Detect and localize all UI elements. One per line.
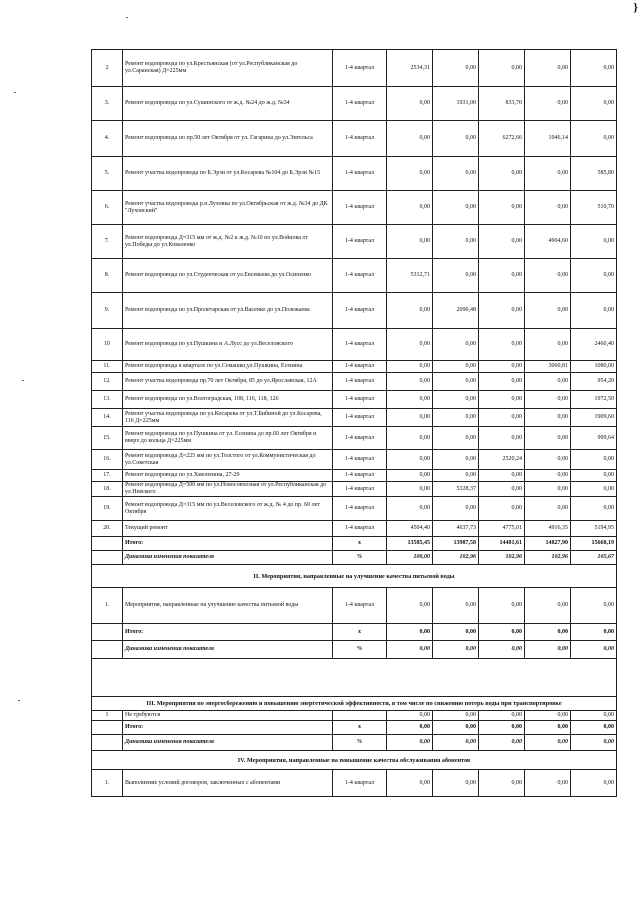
value-year-1: 0,00 bbox=[387, 641, 433, 659]
value-year-3: 2520,24 bbox=[479, 450, 525, 470]
value-year-1: 0,00 bbox=[387, 391, 433, 409]
row-number bbox=[92, 624, 123, 641]
row-number: 18. bbox=[92, 482, 123, 497]
measure-name: Ремонт водопровода Д=500 мм по ул.Новосовхозная от ул.Республиканская до ул.Невского bbox=[123, 482, 333, 497]
value-year-4: 0,00 bbox=[525, 191, 571, 225]
dynamics-row bbox=[92, 641, 617, 659]
value-year-5: 0,00 bbox=[571, 50, 617, 87]
page-corner-mark: } bbox=[633, 0, 638, 14]
value-year-5: 15668,19 bbox=[571, 537, 617, 551]
row-number: 1. bbox=[92, 588, 123, 624]
period-cell: 1-4 квартал bbox=[333, 373, 387, 391]
period-cell: 1-4 квартал bbox=[333, 497, 387, 521]
period-cell: % bbox=[333, 735, 387, 751]
table-row bbox=[92, 361, 617, 373]
value-year-2: 13987,58 bbox=[433, 537, 479, 551]
value-year-3: 14401,61 bbox=[479, 537, 525, 551]
measure-name: Выполнение условий договоров, заключенных с абонентами bbox=[123, 770, 333, 797]
measure-name: Ремонт участка водопровода по Б.Эрзи от ул.Косарева №104 до Б.Эрзи №15 bbox=[123, 157, 333, 191]
value-year-2: 0,00 bbox=[433, 225, 479, 259]
value-year-5: 0,00 bbox=[571, 470, 617, 482]
value-year-1: 0,00 bbox=[387, 329, 433, 361]
total-row bbox=[92, 721, 617, 735]
period-cell: 1-4 квартал bbox=[333, 191, 387, 225]
measure-name: Ремонт водопровода по ул.Пушкина от ул. Есенина до пр.60 лет Октября и вверх до кольца Д=225мм bbox=[123, 427, 333, 450]
period-cell: 1-4 квартал bbox=[333, 293, 387, 329]
table-row bbox=[92, 329, 617, 361]
measure-name: Ремонт водопровода Д=315 мм от ж.д. №2 к ж.д. №10 по ул.Войнова от ул.Победы до ул.Коваленко bbox=[123, 225, 333, 259]
row-number bbox=[92, 735, 123, 751]
row-number: 10 bbox=[92, 329, 123, 361]
period-cell: 1-4 квартал bbox=[333, 361, 387, 373]
measure-name: Ремонт водопровода по ул.Пушкина и А.Лусс до ул.Веселовского bbox=[123, 329, 333, 361]
value-year-5: 999,64 bbox=[571, 427, 617, 450]
table-row bbox=[92, 293, 617, 329]
value-year-5: 105,67 bbox=[571, 551, 617, 565]
value-year-1: 0,00 bbox=[387, 735, 433, 751]
value-year-5: 0,00 bbox=[571, 711, 617, 721]
row-number: 5. bbox=[92, 157, 123, 191]
value-year-3: 0,00 bbox=[479, 157, 525, 191]
value-year-1: 0,00 bbox=[387, 427, 433, 450]
value-year-3: 0,00 bbox=[479, 497, 525, 521]
value-year-1: 0,00 bbox=[387, 588, 433, 624]
value-year-4: 0,00 bbox=[525, 470, 571, 482]
value-year-4: 0,00 bbox=[525, 450, 571, 470]
period-cell: 1-4 квартал bbox=[333, 391, 387, 409]
table-row bbox=[92, 87, 617, 121]
value-year-4: 0,00 bbox=[525, 409, 571, 427]
value-year-4: 0,00 bbox=[525, 50, 571, 87]
measure-name: Итого: bbox=[123, 537, 333, 551]
measure-name: Ремонт водопровода по ул.Хмеленина, 27-29 bbox=[123, 470, 333, 482]
total-row bbox=[92, 624, 617, 641]
table-row bbox=[92, 770, 617, 797]
value-year-1: 0,00 bbox=[387, 409, 433, 427]
value-year-2: 102,96 bbox=[433, 551, 479, 565]
row-number: 1. bbox=[92, 770, 123, 797]
value-year-1: 0,00 bbox=[387, 721, 433, 735]
value-year-3: 0,00 bbox=[479, 191, 525, 225]
table-row bbox=[92, 427, 617, 450]
measures-table bbox=[91, 49, 617, 797]
value-year-5: 0,00 bbox=[571, 259, 617, 293]
value-year-4: 0,00 bbox=[525, 329, 571, 361]
period-cell: 1-4 квартал bbox=[333, 427, 387, 450]
value-year-3: 0,00 bbox=[479, 293, 525, 329]
value-year-4: 0,00 bbox=[525, 373, 571, 391]
measure-name: Ремонт водопровода по ул.Студенческая от ул.Евсевьева до ул.Осипенко bbox=[123, 259, 333, 293]
value-year-5: 2460,40 bbox=[571, 329, 617, 361]
row-number: 19. bbox=[92, 497, 123, 521]
table-row bbox=[92, 259, 617, 293]
period-cell: 1-4 квартал bbox=[333, 121, 387, 157]
table-row bbox=[92, 191, 617, 225]
value-year-1: 4504,40 bbox=[387, 521, 433, 537]
measure-name: Итого: bbox=[123, 624, 333, 641]
value-year-1: 0,00 bbox=[387, 770, 433, 797]
value-year-2: 0,00 bbox=[433, 50, 479, 87]
table-row bbox=[92, 450, 617, 470]
table-row bbox=[92, 225, 617, 259]
value-year-4: 14827,90 bbox=[525, 537, 571, 551]
row-number: 14. bbox=[92, 409, 123, 427]
row-number: 4. bbox=[92, 121, 123, 157]
total-row bbox=[92, 537, 617, 551]
period-cell: х bbox=[333, 537, 387, 551]
value-year-3: 0,00 bbox=[479, 373, 525, 391]
value-year-4: 3060,81 bbox=[525, 361, 571, 373]
value-year-2: 5328,37 bbox=[433, 482, 479, 497]
value-year-5: 585,80 bbox=[571, 157, 617, 191]
period-cell: % bbox=[333, 641, 387, 659]
value-year-2: 0,00 bbox=[433, 641, 479, 659]
measure-name: Динамика изменения показателя bbox=[123, 735, 333, 751]
value-year-3: 0,00 bbox=[479, 50, 525, 87]
value-year-1: 2534,31 bbox=[387, 50, 433, 87]
value-year-2: 0,00 bbox=[433, 361, 479, 373]
measure-name: Ремонт участка водопровода по ул.Косарева от ул.Т.Бибиной до ул.Косарева, 116 Д=225мм bbox=[123, 409, 333, 427]
row-number bbox=[92, 641, 123, 659]
dynamics-row bbox=[92, 551, 617, 565]
period-cell: х bbox=[333, 721, 387, 735]
value-year-2: 0,00 bbox=[433, 427, 479, 450]
value-year-5: 0,00 bbox=[571, 735, 617, 751]
value-year-3: 0,00 bbox=[479, 624, 525, 641]
value-year-2: 0,00 bbox=[433, 770, 479, 797]
scan-speck bbox=[14, 92, 16, 93]
measure-name: Ремонт водопровода в квартале по ул.Семашко,ул.Пушкина, Есенина bbox=[123, 361, 333, 373]
value-year-5: 5194,95 bbox=[571, 521, 617, 537]
scan-speck bbox=[126, 17, 128, 18]
measure-name: Ремонт водопровода по ул.Сушинского от ж.д. №24 до ж.д. №34 bbox=[123, 87, 333, 121]
value-year-4: 4916,35 bbox=[525, 521, 571, 537]
value-year-2: 0,00 bbox=[433, 497, 479, 521]
measure-name: Ремонт участка водопровода р.п.Луховка по ул.Октябрьская от ж.д. №34 до ДК "Луховский" bbox=[123, 191, 333, 225]
value-year-3: 0,00 bbox=[479, 482, 525, 497]
value-year-5: 0,00 bbox=[571, 293, 617, 329]
spacer-row bbox=[92, 659, 617, 697]
value-year-5: 0,00 bbox=[571, 450, 617, 470]
value-year-1: 0,00 bbox=[387, 373, 433, 391]
value-year-3: 833,70 bbox=[479, 87, 525, 121]
period-cell: 1-4 квартал bbox=[333, 225, 387, 259]
value-year-5: 0,00 bbox=[571, 482, 617, 497]
measure-name: Динамика изменения показателя bbox=[123, 641, 333, 659]
value-year-3: 0,00 bbox=[479, 409, 525, 427]
measure-name: Ремонт водопровода по ул.Крестьянская (от ул.Республиканская до ул.Саранская) Д=225мм bbox=[123, 50, 333, 87]
measure-name: Ремонт водопровода по ул.Пролетарская от ул.Васенко до ул.Полежаева bbox=[123, 293, 333, 329]
row-number: 3. bbox=[92, 87, 123, 121]
value-year-2: 0,00 bbox=[433, 121, 479, 157]
spacer-cell bbox=[92, 659, 617, 697]
period-cell: 1-4 квартал bbox=[333, 87, 387, 121]
value-year-5: 510,70 bbox=[571, 191, 617, 225]
row-number bbox=[92, 537, 123, 551]
value-year-4: 0,00 bbox=[525, 588, 571, 624]
value-year-1: 0,00 bbox=[387, 361, 433, 373]
measure-name: Ремонт водопровода по пр.50 лет Октября от ул. Гагарина до ул.Энгельса bbox=[123, 121, 333, 157]
row-number bbox=[92, 551, 123, 565]
dynamics-row bbox=[92, 735, 617, 751]
value-year-1: 0,00 bbox=[387, 450, 433, 470]
section-title: IV. Мероприятия, направленные на повышение качества обслуживания абонентов bbox=[92, 751, 617, 770]
scan-speck bbox=[18, 700, 20, 701]
table-row bbox=[92, 497, 617, 521]
value-year-2: 4637,73 bbox=[433, 521, 479, 537]
table-row bbox=[92, 50, 617, 87]
row-number: 13. bbox=[92, 391, 123, 409]
value-year-4: 0,00 bbox=[525, 735, 571, 751]
value-year-2: 0,00 bbox=[433, 409, 479, 427]
value-year-3: 102,96 bbox=[479, 551, 525, 565]
measure-name: Ремонт водопровода по ул.Волгоградская, 108, 116, 118, 126 bbox=[123, 391, 333, 409]
value-year-3: 0,00 bbox=[479, 225, 525, 259]
period-cell: % bbox=[333, 551, 387, 565]
table-row bbox=[92, 157, 617, 191]
value-year-4: 0,00 bbox=[525, 497, 571, 521]
value-year-2: 2090,48 bbox=[433, 293, 479, 329]
value-year-3: 0,00 bbox=[479, 470, 525, 482]
section-title: III. Мероприятия по энергосбережению и повышению энергетической эффективности, в том числе по снижению потерь воды при транспортировке bbox=[92, 697, 617, 711]
value-year-1: 0,00 bbox=[387, 497, 433, 521]
table-row bbox=[92, 588, 617, 624]
value-year-1: 0,00 bbox=[387, 482, 433, 497]
value-year-4: 0,00 bbox=[525, 427, 571, 450]
period-cell: 1-4 квартал bbox=[333, 521, 387, 537]
row-number: 1 bbox=[92, 711, 123, 721]
value-year-3: 0,00 bbox=[479, 721, 525, 735]
row-number: 9. bbox=[92, 293, 123, 329]
value-year-2: 0,00 bbox=[433, 588, 479, 624]
value-year-5: 0,00 bbox=[571, 770, 617, 797]
value-year-1: 13585,45 bbox=[387, 537, 433, 551]
row-number bbox=[92, 721, 123, 735]
period-cell: 1-4 квартал bbox=[333, 157, 387, 191]
value-year-4: 1946,14 bbox=[525, 121, 571, 157]
value-year-2: 0,00 bbox=[433, 373, 479, 391]
table-row bbox=[92, 482, 617, 497]
value-year-3: 0,00 bbox=[479, 259, 525, 293]
value-year-5: 954,20 bbox=[571, 373, 617, 391]
table-row bbox=[92, 470, 617, 482]
section-header-row bbox=[92, 751, 617, 770]
scan-speck bbox=[22, 380, 24, 381]
value-year-3: 6272,66 bbox=[479, 121, 525, 157]
value-year-1: 0,00 bbox=[387, 191, 433, 225]
value-year-2: 0,00 bbox=[433, 470, 479, 482]
value-year-5: 0,00 bbox=[571, 721, 617, 735]
value-year-2: 0,00 bbox=[433, 329, 479, 361]
value-year-2: 0,00 bbox=[433, 711, 479, 721]
period-cell: х bbox=[333, 624, 387, 641]
value-year-1: 100,00 bbox=[387, 551, 433, 565]
value-year-5: 0,00 bbox=[571, 588, 617, 624]
value-year-2: 0,00 bbox=[433, 450, 479, 470]
section-header-row bbox=[92, 697, 617, 711]
value-year-2: 0,00 bbox=[433, 157, 479, 191]
value-year-5: 1972,50 bbox=[571, 391, 617, 409]
value-year-4: 0,00 bbox=[525, 721, 571, 735]
value-year-5: 0,00 bbox=[571, 225, 617, 259]
value-year-4: 0,00 bbox=[525, 641, 571, 659]
value-year-2: 0,00 bbox=[433, 391, 479, 409]
value-year-3: 0,00 bbox=[479, 427, 525, 450]
value-year-3: 0,00 bbox=[479, 735, 525, 751]
table-row bbox=[92, 521, 617, 537]
table-row bbox=[92, 391, 617, 409]
period-cell bbox=[333, 711, 387, 721]
value-year-2: 0,00 bbox=[433, 259, 479, 293]
period-cell: 1-4 квартал bbox=[333, 409, 387, 427]
value-year-3: 0,00 bbox=[479, 711, 525, 721]
value-year-4: 0,00 bbox=[525, 293, 571, 329]
value-year-5: 0,00 bbox=[571, 624, 617, 641]
row-number: 17. bbox=[92, 470, 123, 482]
value-year-3: 0,00 bbox=[479, 641, 525, 659]
table-row bbox=[92, 373, 617, 391]
value-year-4: 0,00 bbox=[525, 482, 571, 497]
measure-name: Ремонт участка водопровода пр.70 лет Октября, 85 до ул.Ярославская, 12А bbox=[123, 373, 333, 391]
value-year-1: 0,00 bbox=[387, 225, 433, 259]
value-year-4: 102,96 bbox=[525, 551, 571, 565]
table-row bbox=[92, 711, 617, 721]
value-year-3: 4775,01 bbox=[479, 521, 525, 537]
row-number: 16. bbox=[92, 450, 123, 470]
value-year-1: 0,00 bbox=[387, 470, 433, 482]
value-year-4: 0,00 bbox=[525, 711, 571, 721]
value-year-4: 0,00 bbox=[525, 259, 571, 293]
row-number: 15. bbox=[92, 427, 123, 450]
row-number: 12. bbox=[92, 373, 123, 391]
section-header-row bbox=[92, 565, 617, 588]
period-cell: 1-4 квартал bbox=[333, 482, 387, 497]
value-year-1: 0,00 bbox=[387, 711, 433, 721]
measure-name: Итого: bbox=[123, 721, 333, 735]
row-number: 11. bbox=[92, 361, 123, 373]
value-year-4: 0,00 bbox=[525, 624, 571, 641]
value-year-4: 0,00 bbox=[525, 391, 571, 409]
value-year-3: 0,00 bbox=[479, 361, 525, 373]
measure-name: Динамика изменения показателя bbox=[123, 551, 333, 565]
value-year-5: 1080,00 bbox=[571, 361, 617, 373]
measure-name: Ремонт водопровода Д=225 мм по ул.Толстого от ул.Коммунистическая до ул.Советская bbox=[123, 450, 333, 470]
value-year-3: 0,00 bbox=[479, 588, 525, 624]
measure-name: Мероприятия, направленные на улучшение качества питьевой воды bbox=[123, 588, 333, 624]
row-number: 7. bbox=[92, 225, 123, 259]
value-year-1: 0,00 bbox=[387, 121, 433, 157]
value-year-5: 0,00 bbox=[571, 497, 617, 521]
period-cell: 1-4 квартал bbox=[333, 770, 387, 797]
value-year-2: 0,00 bbox=[433, 624, 479, 641]
value-year-4: 0,00 bbox=[525, 87, 571, 121]
period-cell: 1-4 квартал bbox=[333, 329, 387, 361]
value-year-1: 0,00 bbox=[387, 157, 433, 191]
row-number: 2 bbox=[92, 50, 123, 87]
value-year-3: 0,00 bbox=[479, 391, 525, 409]
value-year-5: 0,00 bbox=[571, 121, 617, 157]
value-year-3: 0,00 bbox=[479, 329, 525, 361]
value-year-4: 4904,60 bbox=[525, 225, 571, 259]
measure-name: Текущий ремонт bbox=[123, 521, 333, 537]
value-year-2: 0,00 bbox=[433, 735, 479, 751]
row-number: 8. bbox=[92, 259, 123, 293]
table-row bbox=[92, 121, 617, 157]
value-year-2: 0,00 bbox=[433, 191, 479, 225]
value-year-4: 0,00 bbox=[525, 770, 571, 797]
value-year-2: 1931,00 bbox=[433, 87, 479, 121]
value-year-5: 1909,60 bbox=[571, 409, 617, 427]
value-year-2: 0,00 bbox=[433, 721, 479, 735]
period-cell: 1-4 квартал bbox=[333, 470, 387, 482]
measure-name: Ремонт водопровода Д=315 мм по ул.Веселовского от ж.д. № 4 до пр. 60 лет Октября bbox=[123, 497, 333, 521]
period-cell: 1-4 квартал bbox=[333, 450, 387, 470]
value-year-5: 0,00 bbox=[571, 641, 617, 659]
value-year-4: 0,00 bbox=[525, 157, 571, 191]
table-row bbox=[92, 409, 617, 427]
row-number: 20. bbox=[92, 521, 123, 537]
section-title: II. Мероприятия, направленные на улучшение качества питьевой воды bbox=[92, 565, 617, 588]
measure-name: Не требуются bbox=[123, 711, 333, 721]
value-year-3: 0,00 bbox=[479, 770, 525, 797]
value-year-5: 0,00 bbox=[571, 87, 617, 121]
period-cell: 1-4 квартал bbox=[333, 588, 387, 624]
value-year-1: 0,00 bbox=[387, 293, 433, 329]
value-year-1: 0,00 bbox=[387, 87, 433, 121]
period-cell: 1-4 квартал bbox=[333, 50, 387, 87]
value-year-1: 5312,71 bbox=[387, 259, 433, 293]
row-number: 6. bbox=[92, 191, 123, 225]
period-cell: 1-4 квартал bbox=[333, 259, 387, 293]
value-year-1: 0,00 bbox=[387, 624, 433, 641]
